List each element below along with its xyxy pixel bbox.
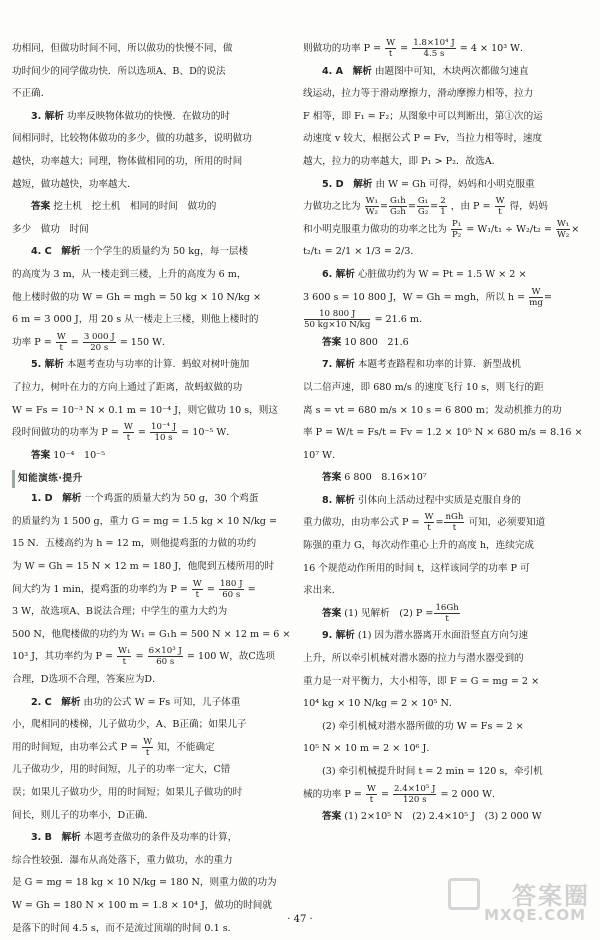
text-line: 误；如果儿子做功少，用的时间短；如果儿子做功的时: [12, 787, 243, 798]
answer-label: 答案: [322, 336, 342, 348]
numerator: W: [367, 783, 376, 794]
text: 本题考查做功的条件及功率的计算，: [83, 832, 238, 844]
text: 本题考查路程和功率的计算．新型战机: [357, 359, 522, 371]
numerator: W: [529, 287, 543, 298]
item-4: [12, 241, 288, 264]
answer-5: [12, 445, 288, 468]
answer-label: 答案: [322, 811, 342, 823]
fraction: [451, 219, 462, 240]
denominator: t: [427, 523, 431, 534]
numerator: W: [495, 196, 505, 207]
text-line: 功相同，但做功时间不同，所以做功的快慢不同，做: [12, 43, 233, 54]
text: = 21.6 m．: [374, 314, 429, 326]
fraction: [304, 309, 370, 330]
text: =: [247, 583, 256, 595]
answer-label: 答案: [31, 449, 51, 461]
text-line: 间长，则儿子的功率小，D正确．: [12, 809, 155, 821]
text-line: W = Fs = 10⁻³ N × 0.1 m = 10⁻⁴ J，则它做功 10 s，则这: [12, 404, 278, 416]
formula-line: 3 600 s = 10 800 J，W = Gh = mgh，所以 h = $\frac{W}{mg}$ =: [303, 286, 552, 308]
item-label: 2. C 解析: [31, 696, 81, 708]
text-line: (2) 牵引机械对潜水器所做的功 W = Fs = 2 ×: [322, 720, 524, 732]
item-r6: [303, 264, 579, 287]
formula-line: [12, 332, 288, 355]
numerator: W: [143, 736, 153, 747]
formula-line: [12, 422, 288, 445]
text-line: 离 s = vt = 680 m/s × 10 s = 6 800 m；发动机推力的功: [303, 404, 562, 416]
text: 一个鸡蛋的质量大约为 50 g，30 个鸡蛋: [84, 493, 259, 505]
denominator: W₂: [556, 229, 570, 240]
text-line: 6 m = 3 000 J，用 20 s 从一楼走上三楼，则他上楼时的: [12, 314, 259, 326]
formula-line: [303, 38, 579, 61]
item-r5: [303, 174, 579, 197]
fraction: [393, 784, 436, 805]
text: = 10⁻⁵ W．: [181, 427, 236, 439]
item-d1: [12, 488, 288, 511]
item-label: 5. 解析: [31, 359, 64, 371]
text-line: 越大，拉力的功率越大，即 P₁ > P₂．故选A．: [303, 155, 502, 167]
answer-9: [303, 806, 579, 829]
text: 由 W = Gh 可得，妈妈和小明克服重: [375, 178, 535, 190]
text-line: 合理，D选项不合理，答案应为D．: [12, 674, 162, 686]
formula-line: 重力做功，由功率公式 P = $\frac{W}{t}$ = $\frac{\text{nGh}}{t}$ 可知，必须要知道: [303, 512, 546, 534]
item-r4: [303, 61, 579, 84]
text-line: 求出来．: [303, 585, 342, 597]
formula-line: 和小明克服重力做功的功率之比为 $\frac{\text{P₁}}{\text{P₂}}$ = W₁/t₁ ÷ W₂/t₂ = $\frac{\text{W₁}}{\text{W₂}}$ ×: [303, 218, 580, 240]
text-line: 功时间少的同学做功快．所以选项A、B、D的说法: [12, 65, 226, 77]
text-line: 为 W = Gh = 15 N × 12 m = 180 J，他爬到五楼所用的时: [12, 561, 275, 573]
denominator: 1: [440, 207, 446, 218]
text-line: 15 N．五楼高约为 h = 12 m，则他提鸡蛋的力做的功约: [12, 538, 257, 550]
formula-line: 力做功之比为 $\frac{\text{W₁}}{\text{W₂}}$ = $\frac{\text{G₁h}}{\text{G₂h}}$ = $\frac{\text{G₁}}{\text{G₂}}$ = $\frac{2}{1}$ ，由 P = $\frac{W}{t}$ 得，妈妈: [303, 196, 548, 218]
text: 由题图中可知，木块两次都做匀速直: [374, 65, 529, 77]
fraction: [385, 38, 396, 59]
text-line: 综合性较强．瀑布从高处落下，重力做功，水的重力: [12, 854, 233, 866]
fraction: [529, 287, 543, 308]
text: 本题考查功与功率的计算．蚂蚁对树叶施加: [66, 359, 250, 371]
text-line: 500 N，他爬楼做的功约为 W₁ = G₁h = 500 N × 12 m = 6 ×: [12, 628, 291, 640]
text: 功率 P =: [12, 336, 52, 348]
text: 力做功之比为: [303, 201, 361, 213]
text: 挖土机 挖土机 相同的时间 做功的: [53, 201, 217, 213]
fraction: [389, 196, 407, 217]
numerator: P₁: [451, 218, 462, 229]
denominator: G₂: [417, 207, 429, 218]
text-line: 10⁴ kg × 10 N/kg = 2 × 10⁵ N．: [303, 698, 459, 710]
numerator: nGh: [445, 512, 464, 523]
fraction: [117, 646, 131, 667]
text-line: 10⁷ W．: [303, 449, 342, 461]
text-line: 3 W，故选项A、B说法合理；中学生的重力大约为: [12, 606, 228, 618]
denominator: t: [498, 207, 502, 218]
text-line: 的质量约为 1 500 g，重力 G = mg = 1.5 kg × 10 N/kg =: [12, 515, 278, 527]
text: 知，不能确定: [157, 741, 215, 753]
text-line: W = Gh = 180 N × 100 m = 1.8 × 10⁴ J，做功的时间就: [12, 899, 272, 911]
numerator: W₁: [365, 196, 378, 207]
numerator: 3 000 J: [83, 331, 115, 342]
fraction: [556, 219, 570, 240]
text: 3 600 s = 10 800 J，W = Gh = mgh，所以 h =: [303, 291, 526, 303]
text: =: [380, 788, 389, 800]
numerator: W: [192, 578, 202, 589]
watermark-stamp-icon: [448, 878, 480, 910]
denominator: t: [452, 523, 457, 534]
text: =: [70, 336, 79, 348]
fraction: [434, 603, 459, 624]
item-label: 1. D 解析: [31, 493, 82, 505]
fraction: [495, 196, 506, 217]
watermark-url: MXQE.COM: [484, 906, 586, 924]
text-line: 陈强的重力 G，每次动作重心上升的高度 h，连续完成: [303, 540, 535, 552]
numerator: G₁: [417, 196, 429, 207]
numerator: 180 J: [219, 578, 243, 589]
fraction: [365, 196, 379, 217]
right-column: [303, 38, 583, 829]
text: (1) 因为潜水器离开水面沿竖直方向匀速: [357, 630, 529, 642]
denominator: 60 s: [222, 589, 241, 600]
denominator: 4.5 s: [423, 49, 445, 59]
answer-8: [303, 603, 579, 626]
denominator: 10 s: [154, 433, 173, 444]
text-line: 越短，做功越快，功率越大．: [12, 178, 137, 190]
numerator: W: [424, 512, 434, 523]
text: 10 800 21.6: [344, 336, 409, 348]
text: 械的功率 P =: [303, 788, 362, 800]
page-number: · 47 ·: [287, 914, 313, 925]
text: = 100 W，故C选项: [186, 651, 275, 663]
text: 由功的公式 W = Fs 可知，儿子体重: [83, 696, 241, 708]
denominator: G₂h: [389, 207, 406, 218]
item-label: 3. B 解析: [31, 832, 81, 844]
text-line: 儿子做功少，用的时间短，儿子的功率一定大，C错: [12, 764, 231, 776]
text: 6 800 8.16×10⁷: [344, 472, 427, 484]
denominator: P₂: [451, 229, 462, 240]
numerator: G₁h: [389, 196, 406, 207]
text-line: F 相等，即 F₁ = F₂；从图象中可以判断出，第①次的运: [303, 110, 543, 122]
formula-line: [12, 737, 288, 760]
item-r9: [303, 625, 579, 648]
left-column: [12, 38, 291, 940]
numerator: W: [386, 38, 396, 48]
answer-7: [303, 467, 579, 490]
fraction: [219, 579, 244, 600]
numerator: 10 800 J: [304, 309, 370, 320]
denominator: W₂: [365, 207, 378, 218]
numerator: W: [124, 422, 133, 433]
item-r7: [303, 354, 579, 377]
fraction: [142, 737, 153, 758]
item-label: 8. 解析: [322, 494, 355, 506]
numerator: W: [56, 331, 66, 342]
answer-6: [303, 332, 579, 355]
denominator: t: [369, 794, 374, 805]
item-label: 9. 解析: [322, 630, 355, 642]
answer-label: 答案: [322, 472, 342, 484]
text: 10³ J，其功率约为 P =: [12, 651, 114, 663]
formula-line: [12, 579, 288, 602]
fraction: [366, 784, 377, 805]
denominator: mg: [529, 297, 543, 308]
numerator: W₁: [556, 218, 570, 229]
text-line: 了拉力，树叶在力的方向上通过了距离，故蚂蚁做的功: [12, 381, 243, 393]
text-line: 他上楼时做的功 W = Gh = mgh = 50 kg × 10 N/kg ×: [12, 291, 262, 303]
text: 则做功的功率 P =: [303, 43, 382, 54]
fraction: [439, 196, 446, 217]
text-line: 是 G = mg = 18 kg × 10 N/kg = 180 N，则重力做的功为: [12, 877, 277, 889]
text-line: 16 个规范动作所用的时间 t，这样该同学的功率 P 可: [303, 562, 530, 574]
text-line: 动速度 v 较大，根据公式 P = Fv，当拉力相等时，速度: [303, 133, 543, 145]
text-line: 不正确．: [12, 88, 51, 100]
denominator: 20 s: [90, 342, 109, 353]
text-line: t₂/t₁ = 2/1 × 1/3 = 2/3．: [303, 246, 420, 258]
fraction: [417, 196, 429, 217]
text: = W₁/t₁ ÷ W₂/t₂ =: [466, 223, 552, 235]
answer-3: [12, 196, 288, 219]
text: (1) 2×10⁵ N (2) 2.4×10⁵ J (3) 2 000 W: [344, 811, 542, 823]
numerator: W₁: [118, 646, 131, 657]
text-line: 10⁵ N × 10 m = 2 × 10⁶ J．: [303, 743, 436, 755]
denominator: 120 s: [402, 794, 427, 805]
fraction: [83, 332, 116, 353]
denominator: 50 kg×10 N/kg: [304, 320, 371, 331]
denominator: t: [195, 589, 200, 600]
fraction: [424, 512, 435, 533]
item-3: [12, 106, 288, 129]
formula-line: [303, 309, 579, 332]
item-r8: [303, 490, 579, 513]
text: ，由 P =: [450, 201, 491, 213]
text-line: 间相同时，比较物体做功的多少，做的功越多，说明做功: [12, 133, 252, 145]
numerator: 10⁻⁴ J: [151, 422, 177, 433]
text-line: 以二倍声速，即 680 m/s 的速度飞行 10 s，则飞行的距: [303, 381, 544, 393]
item-label: 4. C 解析: [31, 246, 81, 258]
item-5: [12, 354, 288, 377]
fraction: [192, 579, 203, 600]
formula-line: [303, 784, 579, 807]
item-d3: [12, 827, 288, 850]
text-line: 率 P = W/t = Fs/t = Fv = 1.2 × 10⁵ N × 680 m/s = 8.16 ×: [303, 427, 583, 439]
numerator: 6×10³ J: [148, 646, 182, 657]
item-label: 5. D 解析: [322, 178, 373, 190]
numerator: 2: [440, 196, 446, 207]
denominator: t: [59, 342, 63, 353]
text-line: 重力是一对平衡力，大小相等，即 F = G = mg = 2 ×: [303, 675, 540, 687]
text-line: 是落下的时间 4.5 s，而不是流过顶端的时间 0.1 s．: [12, 922, 238, 934]
text-line: 的高度为 3 m，从一楼走到三楼，上升的高度为 6 m，: [12, 268, 247, 280]
text: = 4 × 10³ W．: [459, 43, 530, 54]
text: 可知，必须要知道: [468, 517, 546, 529]
text: 心脏做功约为 W = Pt = 1.5 W × 2 ×: [357, 268, 527, 280]
text-line: 线运动，拉力等于滑动摩擦力，滑动摩擦力相等，拉力: [303, 88, 534, 100]
text: =: [137, 427, 146, 439]
fraction: [56, 332, 67, 353]
text: = 150 W．: [119, 336, 172, 348]
text: 得，妈妈: [509, 201, 548, 213]
item-label: 4. A 解析: [322, 65, 372, 77]
text: 10⁻⁴ 10⁻⁵: [53, 449, 106, 461]
text: =: [135, 651, 144, 663]
fraction: [150, 422, 177, 443]
text-line: (3) 牵引机械提升时间 t = 2 min = 120 s，牵引机: [322, 766, 543, 777]
fraction: [412, 38, 455, 59]
formula-line: [12, 646, 288, 669]
text: 间大约为 1 min，提鸡蛋的功率约为 P =: [12, 583, 188, 595]
section-heading: [12, 467, 288, 488]
numerator: 2.4×10⁵ J: [394, 783, 436, 794]
item-d2: [12, 692, 288, 715]
text: 段时间做功的功率为 P =: [12, 427, 119, 439]
item-label: 7. 解析: [322, 359, 355, 371]
answer-label: 答案: [322, 607, 342, 619]
denominator: t: [145, 747, 150, 758]
text: 重力做功，由功率公式 P =: [303, 517, 420, 529]
fraction: [123, 422, 134, 443]
answer-label: 答案: [31, 201, 51, 213]
text-line: 多少 做功 时间: [12, 223, 89, 235]
text: 和小明克服重力做功的功率之比为: [303, 223, 447, 235]
item-label: 6. 解析: [322, 268, 355, 280]
text: =: [206, 583, 215, 595]
denominator: t: [122, 657, 127, 668]
denominator: 60 s: [156, 657, 175, 668]
fraction: [444, 512, 464, 533]
denominator: t: [388, 49, 393, 59]
denominator: t: [126, 433, 131, 444]
numerator: 1.8×10⁴ J: [413, 38, 455, 48]
text-line: 小，爬相同的楼梯，儿子做功少，A、B正确；如果儿子: [12, 719, 247, 731]
fraction: [148, 646, 183, 667]
watermark-text: 答案圈: [512, 882, 590, 910]
text: =: [400, 43, 409, 54]
text: 功率反映物体做功的快慢．在做功的时: [66, 110, 231, 122]
numerator: 16Gh: [435, 602, 459, 613]
section-title: 知能演练·提升: [12, 470, 83, 488]
text: 引体向上活动过程中实质是克服自身的: [357, 494, 522, 506]
text-line: 越快，功率越大；同理，物体做相同的功，所用的时间: [12, 155, 243, 167]
text: (1) 见解析 (2) P =: [344, 607, 434, 619]
item-label: 3. 解析: [31, 110, 64, 122]
text-line: 上升，所以牵引机械对潜水器的拉力与潜水器受到的: [303, 653, 524, 665]
text: = 2 000 W．: [440, 788, 502, 800]
text: 一个学生的质量约为 50 kg，每一层楼: [83, 246, 249, 258]
text: 用的时间短，由功率公式 P =: [12, 741, 139, 753]
denominator: t: [445, 613, 449, 624]
